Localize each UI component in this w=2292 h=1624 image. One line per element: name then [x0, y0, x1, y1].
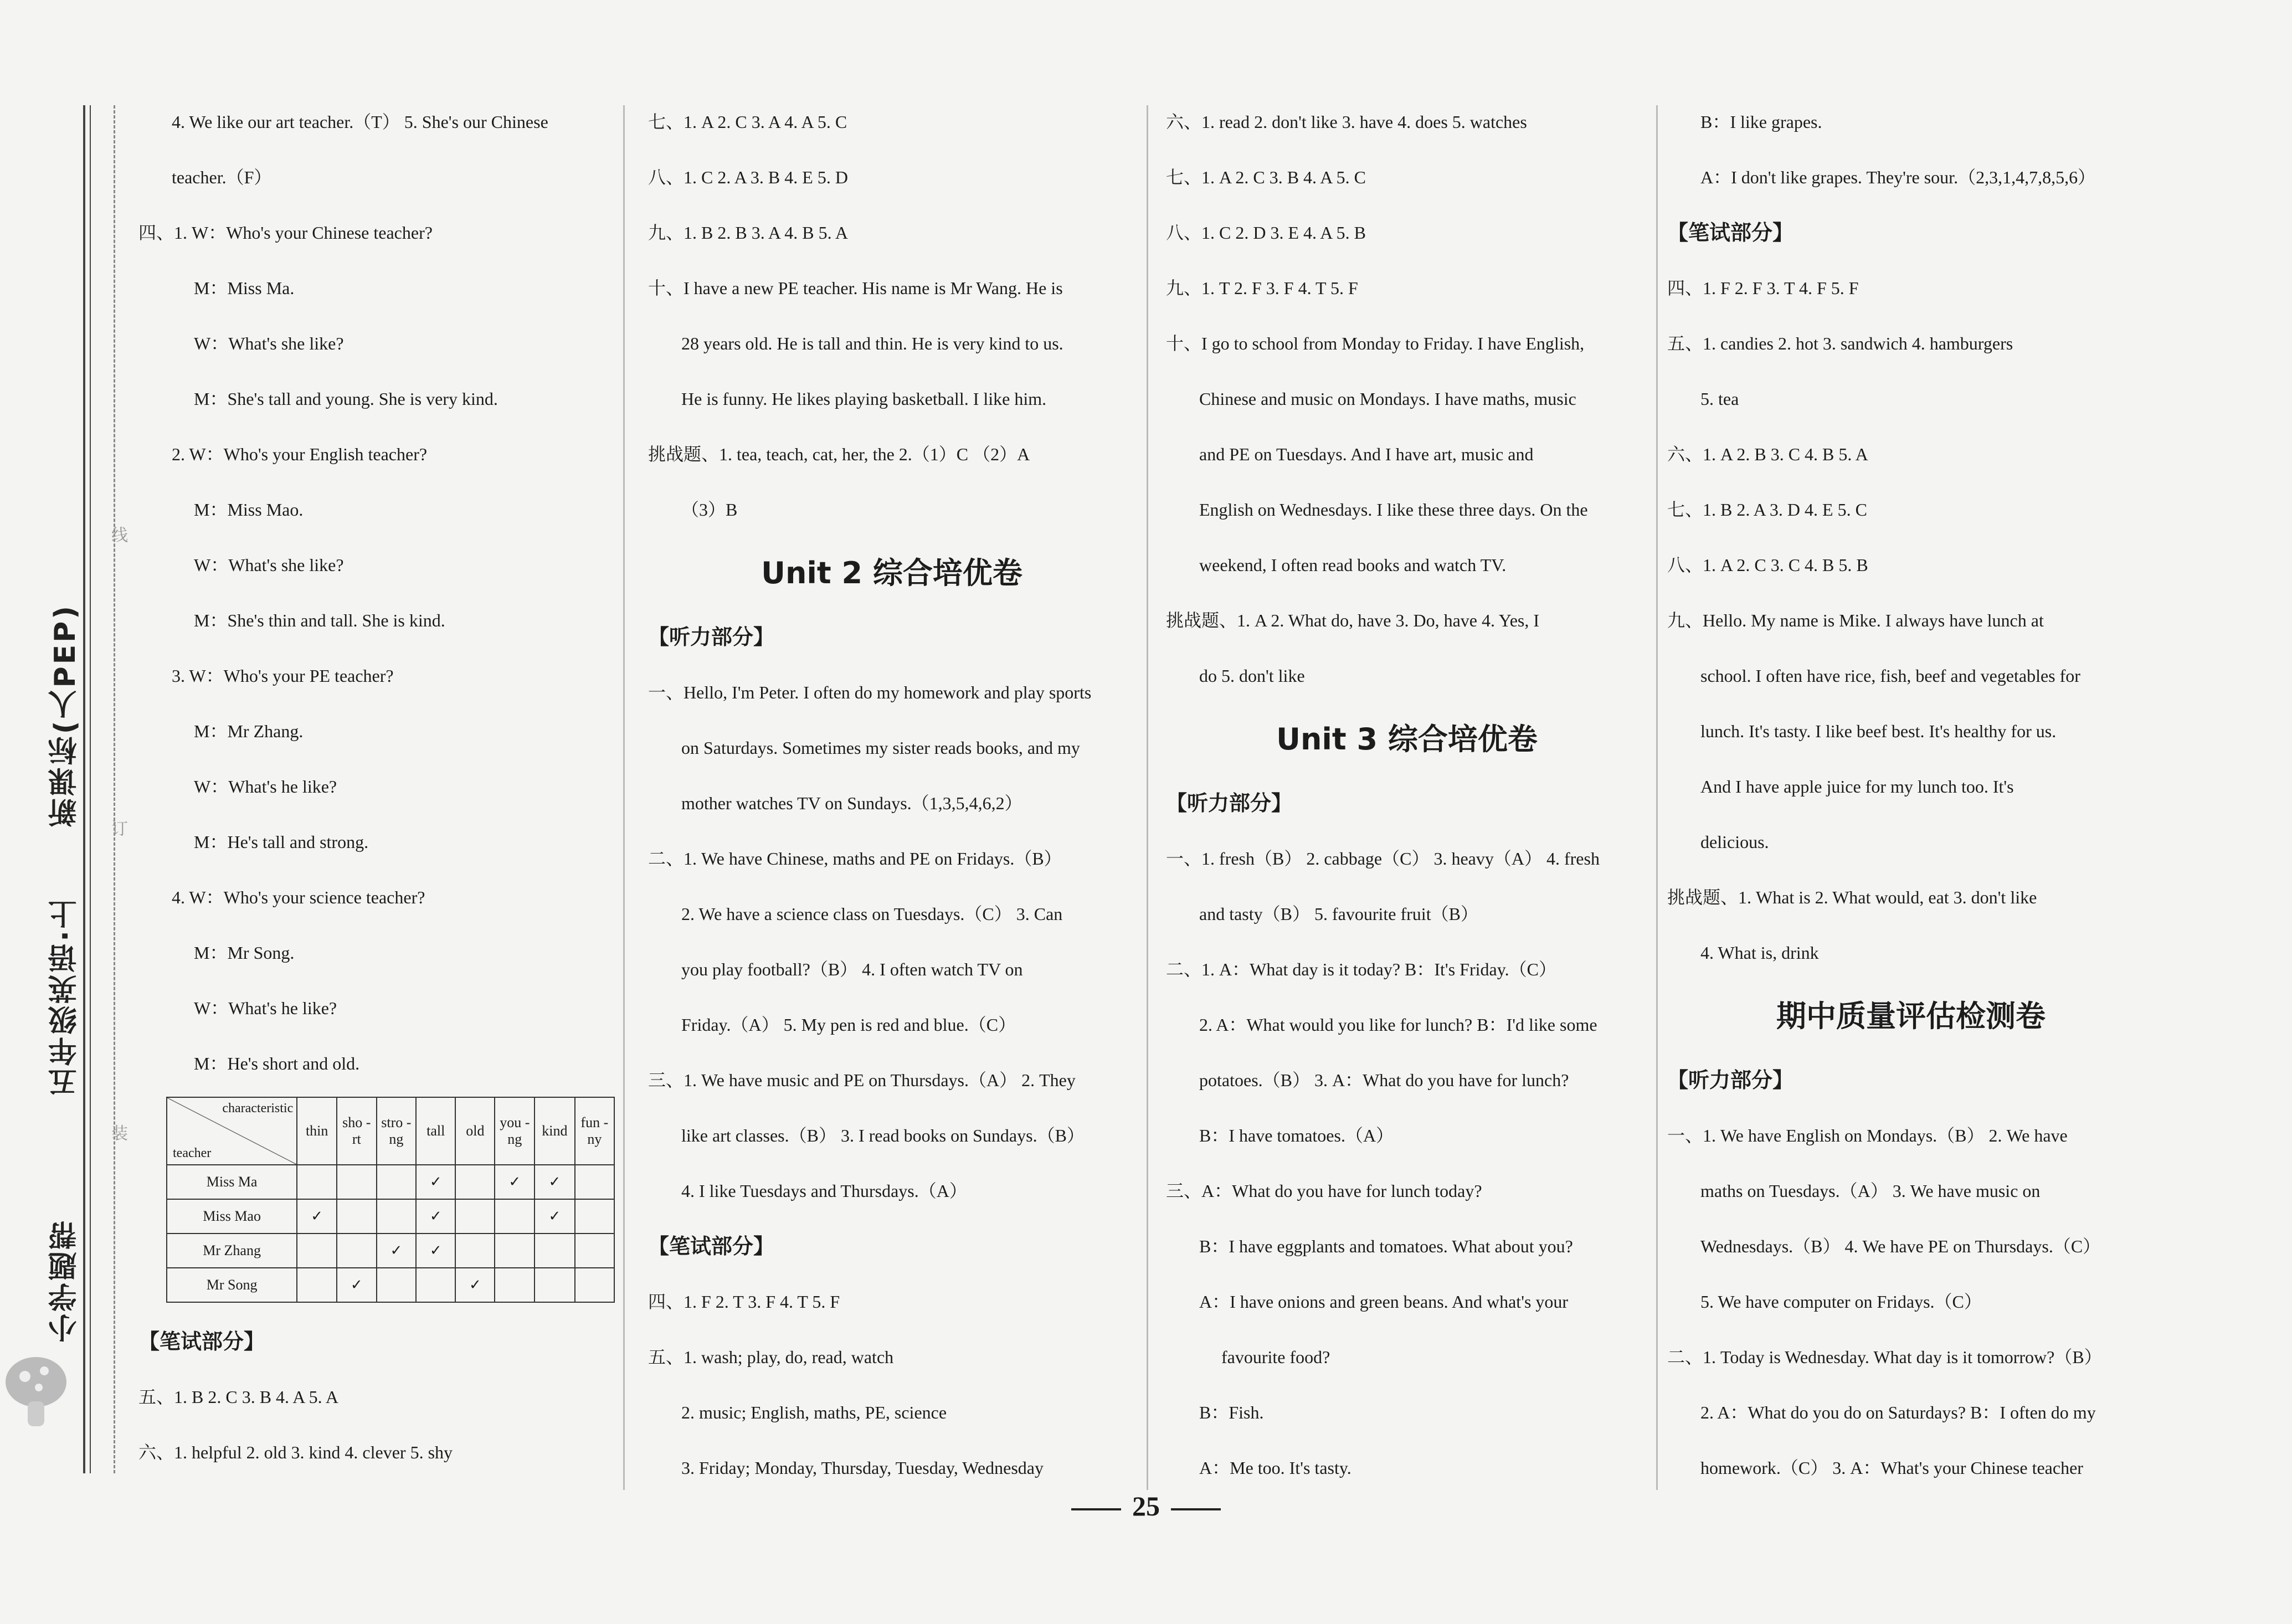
answer-line: A：I don't like grapes. They're sour.（2,3,1,4,7,8,5,6）: [1700, 167, 2096, 187]
table-cell: [297, 1165, 337, 1199]
answer-line: teacher.（F）: [172, 167, 272, 187]
brand-label: 小学题帮: [49, 1219, 82, 1343]
table-cell: [535, 1268, 575, 1302]
answer-line: A：Me too. It's tasty.: [1199, 1458, 1351, 1478]
answer-line: 挑战题、1. What is 2. What would, eat 3. don't like: [1667, 887, 2037, 907]
answer-line: 十、I go to school from Monday to Friday. I have English,: [1166, 333, 1585, 353]
answer-line: M：Miss Ma.: [194, 278, 295, 298]
table-cell: [495, 1268, 535, 1302]
section-header: 【听力部分】: [1667, 1068, 1794, 1092]
table-cell: [455, 1234, 495, 1268]
answer-line: 七、1. A 2. C 3. A 4. A 5. C: [648, 112, 847, 132]
section-header: 【笔试部分】: [1667, 220, 1794, 245]
answer-line: Friday.（A） 5. My pen is red and blue.（C）: [681, 1015, 1016, 1035]
answer-line: 四、1. F 2. T 3. F 4. T 5. F: [648, 1292, 840, 1312]
table-cell: [495, 1199, 535, 1234]
table-row: [167, 1165, 614, 1199]
table-row: [167, 1199, 614, 1234]
corner-top-label: characteristic: [222, 1101, 294, 1116]
corner-bottom-label: teacher: [173, 1146, 212, 1160]
answer-line: do 5. don't like: [1199, 666, 1305, 686]
answer-line: 一、1. fresh（B） 2. cabbage（C） 3. heavy（A） 4. fresh: [1166, 849, 1600, 868]
answer-line: 3. W：Who's your PE teacher?: [172, 666, 394, 686]
table-cell: [377, 1165, 417, 1199]
answer-line: 八、1. C 2. A 3. B 4. E 5. D: [648, 167, 848, 187]
cut-mark-3: 装: [108, 1124, 127, 1141]
table-cell: ✓: [297, 1199, 337, 1234]
answer-line: Wednesdays.（B） 4. We have PE on Thursdays.（C）: [1700, 1236, 2101, 1256]
answer-line: 九、Hello. My name is Mike. I always have lunch at: [1667, 610, 2044, 630]
section-header: 【笔试部分】: [648, 1234, 775, 1258]
answer-line: 二、1. A：What day is it today? B：It's Friday.（C）: [1166, 959, 1556, 979]
answer-line: like art classes.（B） 3. I read books on Sundays.（B）: [681, 1126, 1085, 1145]
answer-line: you play football?（B） 4. I often watch TV on: [681, 959, 1023, 979]
answer-line: 六、1. read 2. don't like 3. have 4. does 5. watches: [1166, 112, 1527, 132]
table-row: [167, 1268, 614, 1302]
table-cell: ✓: [337, 1268, 376, 1302]
answer-line: 4. W：Who's your science teacher?: [172, 887, 425, 907]
column-3: [1166, 94, 1648, 1495]
answer-line: 七、1. B 2. A 3. D 4. E 5. C: [1667, 500, 1867, 520]
answer-line: 十、I have a new PE teacher. His name is Mr Wang. He is: [648, 278, 1063, 298]
answer-line: 七、1. A 2. C 3. B 4. A 5. C: [1166, 167, 1366, 187]
table-cell: [337, 1234, 376, 1268]
answer-line: and PE on Tuesdays. And I have art, music and: [1199, 444, 1534, 464]
unit-2-title: Unit 2 综合培优卷: [761, 556, 1022, 590]
table-header: tall: [416, 1097, 455, 1165]
answer-line: weekend, I often read books and watch TV.: [1199, 555, 1507, 575]
answer-line: （3）B: [681, 500, 738, 520]
answer-line: M：He's short and old.: [194, 1053, 360, 1073]
answer-line: homework.（C） 3. A：What's your Chinese teacher: [1700, 1458, 2083, 1478]
answer-line: W：What's she like?: [194, 333, 344, 353]
page-number-dash-left: [1071, 1508, 1121, 1510]
table-cell: [455, 1199, 495, 1234]
column-divider-3: [1656, 105, 1658, 1490]
column-divider-2: [1147, 105, 1148, 1490]
teacher-name: Miss Mao: [167, 1199, 297, 1234]
answer-line: 挑战题、1. tea, teach, cat, her, the 2.（1）C （2）A: [648, 444, 1030, 464]
table-cell: ✓: [416, 1234, 455, 1268]
table-cell: [575, 1268, 614, 1302]
answer-line: lunch. It's tasty. I like beef best. It's healthy for us.: [1700, 721, 2057, 741]
answer-line: W：What's she like?: [194, 555, 344, 575]
table-header: sho -rt: [337, 1097, 376, 1165]
answer-line: 二、1. We have Chinese, maths and PE on Fridays.（B）: [648, 849, 1062, 868]
answer-line: 八、1. C 2. D 3. E 4. A 5. B: [1166, 223, 1366, 243]
answer-line: 五、1. B 2. C 3. B 4. A 5. A: [138, 1387, 338, 1407]
answer-line: He is funny. He likes playing basketball. I like him.: [681, 389, 1047, 409]
answer-line: 六、1. helpful 2. old 3. kind 4. clever 5. shy: [138, 1442, 453, 1462]
column-1: [138, 94, 615, 1480]
answer-line: M：Miss Mao.: [194, 500, 304, 520]
answer-line: B：I have tomatoes.（A）: [1199, 1126, 1394, 1145]
section-header: 【听力部分】: [1166, 791, 1293, 815]
cut-mark-1: 线: [108, 526, 127, 543]
answer-line: And I have apple juice for my lunch too. It's: [1700, 777, 2014, 796]
answer-line: and tasty（B） 5. favourite fruit（B）: [1199, 904, 1478, 924]
teacher-name: Mr Song: [167, 1268, 297, 1302]
answer-line: M：Mr Zhang.: [194, 721, 304, 741]
answer-line: 五、1. wash; play, do, read, watch: [648, 1347, 894, 1367]
table-header: thin: [297, 1097, 337, 1165]
table-cell: [455, 1165, 495, 1199]
answer-line: 四、1. W：Who's your Chinese teacher?: [138, 223, 433, 243]
table-header: fun -ny: [575, 1097, 614, 1165]
answer-line: 一、1. We have English on Mondays.（B） 2. We have: [1667, 1126, 2068, 1145]
answer-line: B：I like grapes.: [1700, 112, 1822, 132]
column-2: [648, 94, 1135, 1495]
table-row: [167, 1234, 614, 1268]
page-number: [0, 1490, 2292, 1522]
table-cell: [297, 1234, 337, 1268]
table-cell: [575, 1234, 614, 1268]
table-cell: ✓: [495, 1165, 535, 1199]
table-cell: ✓: [455, 1268, 495, 1302]
table-cell: ✓: [416, 1165, 455, 1199]
answer-line: 2. music; English, maths, PE, science: [681, 1402, 947, 1422]
answer-line: W：What's he like?: [194, 998, 337, 1018]
answer-line: mother watches TV on Sundays.（1,3,5,4,6,2）: [681, 793, 1022, 813]
answer-line: school. I often have rice, fish, beef and vegetables for: [1700, 666, 2080, 686]
table-cell: [575, 1199, 614, 1234]
margin-rule-inner: [90, 105, 91, 1473]
answer-line: B：I have eggplants and tomatoes. What about you?: [1199, 1236, 1573, 1256]
page-number-dash-right: [1171, 1508, 1221, 1510]
answer-line: 4. I like Tuesdays and Thursdays.（A）: [681, 1181, 967, 1201]
table-cell: [377, 1199, 417, 1234]
answer-line: M：She's tall and young. She is very kind.: [194, 389, 498, 409]
answer-line: 5. tea: [1700, 389, 1739, 409]
answer-line: B：Fish.: [1199, 1402, 1264, 1422]
answer-line: Chinese and music on Mondays. I have maths, music: [1199, 389, 1576, 409]
unit-3-title: Unit 3 综合培优卷: [1276, 722, 1538, 757]
table-header: stro -ng: [377, 1097, 417, 1165]
table-cell: [377, 1268, 417, 1302]
answer-line: 3. Friday; Monday, Thursday, Tuesday, Wednesday: [681, 1458, 1044, 1478]
book-title: 五年级英语·上: [49, 897, 82, 1097]
answer-line: 2. W：Who's your English teacher?: [172, 444, 428, 464]
table-cell: ✓: [377, 1234, 417, 1268]
table-cell: [535, 1234, 575, 1268]
answer-line: 五、1. candies 2. hot 3. sandwich 4. hamburgers: [1667, 333, 2013, 353]
answer-line: 5. We have computer on Fridays.（C）: [1700, 1292, 1982, 1312]
column-divider-1: [623, 105, 625, 1490]
answer-line: M：He's tall and strong.: [194, 832, 369, 852]
answer-line: 九、1. B 2. B 3. A 4. B 5. A: [648, 223, 848, 243]
answer-line: 4. What is, drink: [1700, 943, 1819, 963]
answer-line: 九、1. T 2. F 3. F 4. T 5. F: [1166, 278, 1358, 298]
cut-mark-2: 订: [108, 820, 127, 836]
answer-line: potatoes.（B） 3. A：What do you have for lunch?: [1199, 1070, 1569, 1090]
answer-line: 三、A：What do you have for lunch today?: [1166, 1181, 1482, 1201]
table-cell: ✓: [416, 1199, 455, 1234]
answer-line: on Saturdays. Sometimes my sister reads books, and my: [681, 738, 1080, 758]
answer-line: W：What's he like?: [194, 777, 337, 796]
table-cell: [337, 1165, 376, 1199]
answer-line: delicious.: [1700, 832, 1769, 852]
table-header: kind: [535, 1097, 575, 1165]
answer-line: favourite food?: [1221, 1347, 1330, 1367]
answer-line: 三、1. We have music and PE on Thursdays.（A） 2. They: [648, 1070, 1076, 1090]
answer-line: M：She's thin and tall. She is kind.: [194, 610, 445, 630]
answer-line: maths on Tuesdays.（A） 3. We have music on: [1700, 1181, 2041, 1201]
table-cell: ✓: [535, 1199, 575, 1234]
answer-line: 2. We have a science class on Tuesdays.（C） 3. Can: [681, 904, 1063, 924]
answer-line: 挑战题、1. A 2. What do, have 3. Do, have 4. Yes, I: [1166, 610, 1540, 630]
binding-margin: [0, 0, 127, 1624]
section-header: 【听力部分】: [648, 625, 775, 649]
answer-line: 二、1. Today is Wednesday. What day is it tomorrow?（B）: [1667, 1347, 2102, 1367]
answer-line: 八、1. A 2. C 3. C 4. B 5. B: [1667, 555, 1868, 575]
table-cell: ✓: [535, 1165, 575, 1199]
table-header: you -ng: [495, 1097, 535, 1165]
answer-line: 六、1. A 2. B 3. C 4. B 5. A: [1667, 444, 1868, 464]
answer-line: 4. We like our art teacher.（T） 5. She's our Chinese: [172, 112, 548, 132]
midterm-title: 期中质量评估检测卷: [1776, 999, 2046, 1034]
table-header: old: [455, 1097, 495, 1165]
table-cell: [337, 1199, 376, 1234]
teacher-name: Miss Ma: [167, 1165, 297, 1199]
table-cell: [575, 1165, 614, 1199]
section-header: 【笔试部分】: [138, 1329, 265, 1354]
answer-line: English on Wednesdays. I like these three days. On the: [1199, 500, 1588, 520]
characteristic-table: [166, 1097, 615, 1303]
answer-line: 2. A：What do you do on Saturdays? B：I often do my: [1700, 1402, 2096, 1422]
answer-line: 四、1. F 2. F 3. T 4. F 5. F: [1667, 278, 1859, 298]
table-corner: [167, 1097, 297, 1165]
table-cell: [297, 1268, 337, 1302]
cut-line: [114, 105, 115, 1473]
table-cell: [495, 1234, 535, 1268]
table-cell: [416, 1268, 455, 1302]
answer-line: 2. A：What would you like for lunch? B：I'd like some: [1199, 1015, 1597, 1035]
edition-label: 新课标(人PEP): [49, 604, 82, 828]
answer-line: A：I have onions and green beans. And what's your: [1199, 1292, 1569, 1312]
mushroom-mascot-icon: [6, 1351, 78, 1435]
answer-line: 一、Hello, I'm Peter. I often do my homework and play sports: [648, 682, 1092, 702]
column-4: [1667, 94, 2155, 1495]
teacher-name: Mr Zhang: [167, 1234, 297, 1268]
answer-line: 28 years old. He is tall and thin. He is very kind to us.: [681, 333, 1063, 353]
answer-line: M：Mr Song.: [194, 943, 295, 963]
page-number-value: 25: [1132, 1491, 1160, 1522]
